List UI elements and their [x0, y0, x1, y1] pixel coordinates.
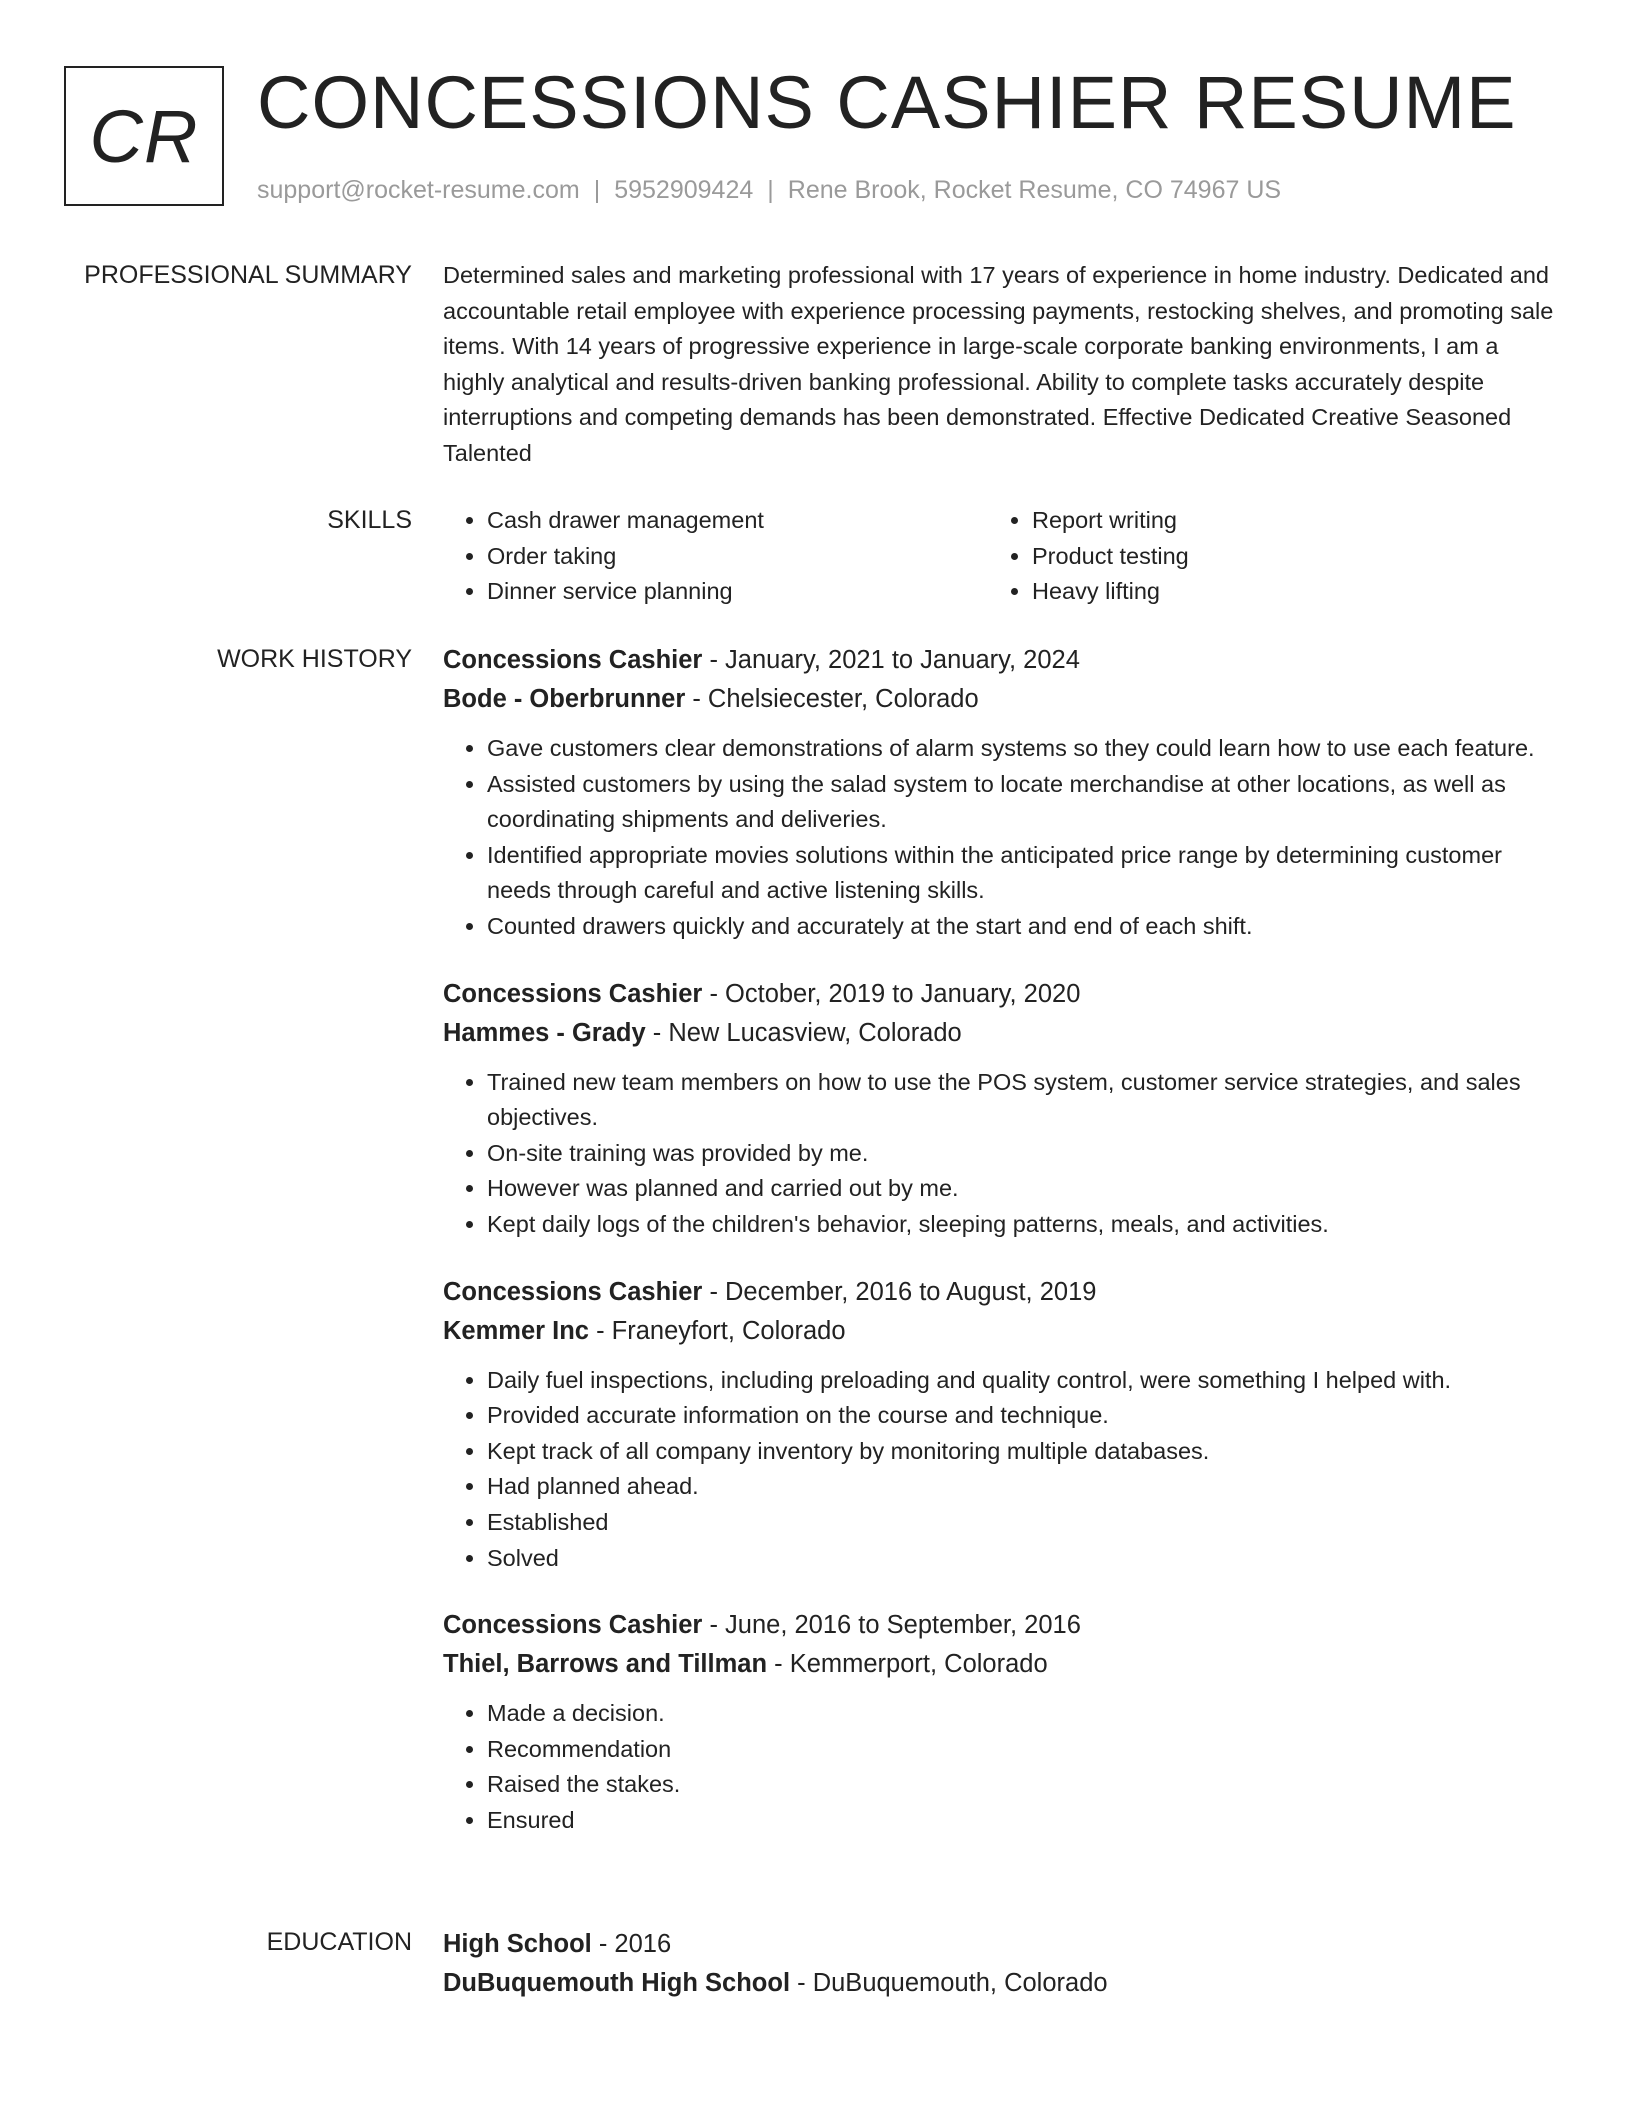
job-bullet: • Kept track of all company inventory by monitoring multiple databases. [487, 1434, 1558, 1470]
job-bullet: • Counted drawers quickly and accurately at the start and end of each shift. [487, 909, 1558, 945]
job-bullet: • Had planned ahead. [487, 1469, 1558, 1505]
section-label-skills: SKILLS [327, 506, 412, 534]
education-location: - DuBuquemouth, Colorado [790, 1969, 1108, 1997]
job-location: - Chelsiecester, Colorado [685, 685, 979, 713]
job-bullet: • Established [487, 1505, 1558, 1541]
job-dates: - December, 2016 to August, 2019 [702, 1277, 1097, 1306]
job-title-line [443, 641, 1558, 680]
skills-list-left [443, 503, 988, 610]
skills-columns [443, 503, 1558, 610]
skill-item: • Heavy lifting [1032, 574, 1533, 610]
skill-item: • Cash drawer management [487, 503, 988, 539]
job-company: Hammes - Grady [443, 1018, 646, 1047]
job-company-line [443, 1312, 1558, 1351]
job-bullet: • On-site training was provided by me. [487, 1136, 1558, 1172]
job-location: - Franeyfort, Colorado [588, 1316, 846, 1345]
contact-email[interactable]: support@rocket-resume.com [257, 176, 580, 204]
summary-body [443, 258, 1558, 472]
job-bullet: • Solved [487, 1541, 1558, 1577]
education-degree-line [443, 1925, 1558, 1964]
education-body [443, 1925, 1558, 2003]
job-bullet: • Recommendation [487, 1732, 1558, 1768]
job-title: Concessions Cashier [443, 979, 703, 1008]
job-dates: - October, 2019 to January, 2020 [702, 979, 1081, 1008]
job-title: Concessions Cashier [443, 1611, 703, 1640]
job-entry [443, 1273, 1558, 1577]
resume-title: CONCESSIONS CASHIER RESUME [257, 61, 1517, 144]
job-company-line [443, 680, 1558, 719]
job-location: - Kemmerport, Colorado [767, 1650, 1048, 1679]
education-degree: High School [443, 1930, 592, 1958]
contact-phone[interactable]: 5952909424 [614, 176, 754, 204]
job-entry [443, 641, 1558, 945]
job-company: Thiel, Barrows and Tillman [443, 1650, 768, 1679]
job-bullet: • Gave customers clear demonstrations of alarm systems so they could learn how to use each feature. [487, 731, 1558, 767]
job-bullet: • Identified appropriate movies solutions within the anticipated price range by determining customer needs through careful and active listening skills. [487, 838, 1558, 909]
section-label-work-history: WORK HISTORY [217, 645, 412, 673]
job-entry [443, 1606, 1558, 1838]
job-bullet: • Raised the stakes. [487, 1767, 1558, 1803]
job-title-line [443, 1606, 1558, 1645]
monogram-initials: CR [89, 94, 199, 178]
job-bullet: • Trained new team members on how to use the POS system, customer service strategies, and sales objectives. [487, 1065, 1558, 1136]
job-location: - New Lucasview, Colorado [645, 1018, 962, 1047]
job-bullet: • Ensured [487, 1803, 1558, 1839]
job-title: Concessions Cashier [443, 646, 703, 674]
job-entry [443, 975, 1558, 1243]
job-bullets [443, 1363, 1558, 1577]
work-history-body [443, 641, 1558, 1868]
skill-item: • Dinner service planning [487, 574, 988, 610]
education-school-line [443, 1964, 1558, 2003]
job-company-line [443, 1014, 1558, 1053]
contact-line [257, 174, 1281, 206]
skill-item: • Report writing [1032, 503, 1533, 539]
job-bullets [443, 1065, 1558, 1243]
skills-body [443, 503, 1558, 610]
job-dates: - June, 2016 to September, 2016 [702, 1611, 1081, 1640]
education-year: - 2016 [591, 1930, 672, 1958]
job-dates: - January, 2021 to January, 2024 [702, 646, 1080, 674]
job-bullets [443, 1696, 1558, 1838]
job-bullet: • However was planned and carried out by me. [487, 1171, 1558, 1207]
education-school: DuBuquemouth High School [443, 1969, 791, 1997]
monogram-box [64, 66, 224, 206]
job-bullet: • Assisted customers by using the salad system to locate merchandise at other locations, as well as coordinating shipments and deliveries. [487, 767, 1558, 838]
job-title-line [443, 1273, 1558, 1312]
contact-separator: | [767, 176, 774, 204]
skill-item: • Product testing [1032, 539, 1533, 575]
job-company-line [443, 1645, 1558, 1684]
job-bullet: • Kept daily logs of the children's behavior, sleeping patterns, meals, and activities. [487, 1207, 1558, 1243]
job-title: Concessions Cashier [443, 1277, 703, 1306]
job-bullet: • Daily fuel inspections, including preloading and quality control, were something I helped with. [487, 1363, 1558, 1399]
skill-item: • Order taking [487, 539, 988, 575]
section-label-summary: PROFESSIONAL SUMMARY [84, 261, 412, 289]
job-bullets [443, 731, 1558, 945]
job-company: Kemmer Inc [443, 1316, 589, 1345]
job-company: Bode - Oberbrunner [443, 685, 686, 713]
job-bullet: • Provided accurate information on the course and technique. [487, 1398, 1558, 1434]
skills-list-right [988, 503, 1533, 610]
contact-address: Rene Brook, Rocket Resume, CO 74967 US [787, 176, 1282, 204]
section-label-education: EDUCATION [266, 1928, 412, 1956]
contact-separator: | [593, 176, 601, 204]
job-bullet: • Made a decision. [487, 1696, 1558, 1732]
summary-text: Determined sales and marketing professional with 17 years of experience in home industry. Dedicated and accountable retail employee with experience processing payments, restocking shelves, and promoting sale items. With 14 years of progressive experience in large-scale corporate banking environments, I am a highly analytical and results-driven banking professional. Ability to complete tasks accurately despite interruptions and competing demands has been demonstrated. Effective Dedicated Creative Seasoned Talented [443, 262, 1554, 466]
job-title-line [443, 975, 1558, 1014]
